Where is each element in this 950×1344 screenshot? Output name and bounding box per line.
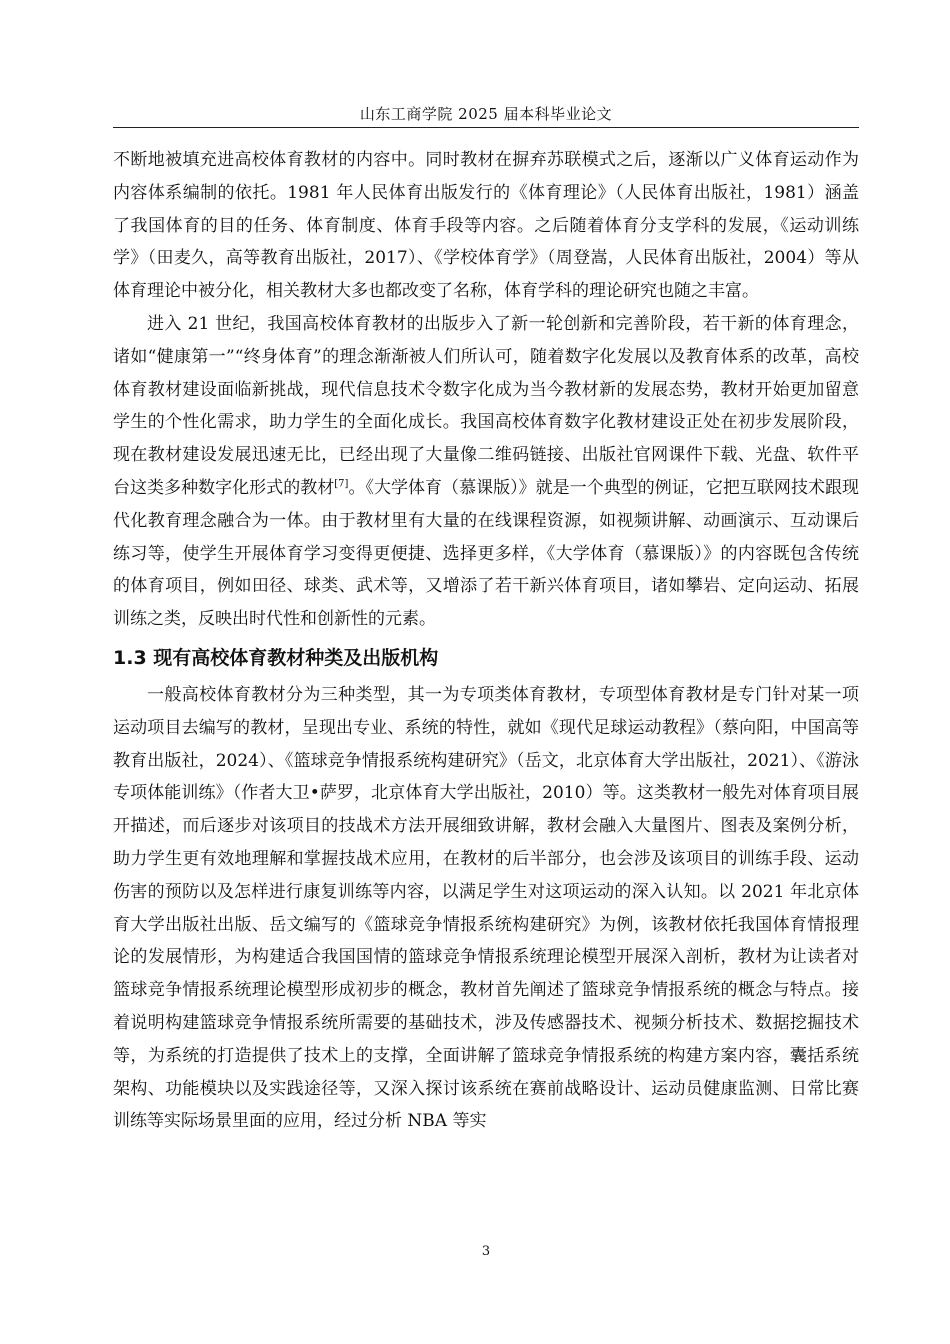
running-header: 山东工商学院 2025 届本科毕业论文	[359, 105, 613, 123]
paragraph-text: 进入 21 世纪，我国高校体育教材的出版步入了新一轮创新和完善阶段，若干新的体育理念，诸如“健康第一”“终身体育”的理念渐渐被人们所认可，随着数字化发展以及教育体系的改革，高校体育教材建设面临新挑战，现代信息技术令数字化成为当今教材新的发展态势，教材开始更加留意学生的个性化需求，助力学生的全面化成长。我国高校体育数字化教材建设正处在初步发展阶段，现在教材建设发展迅速无比，已经出现了大量像二维码链接、出版社官网课件下载、光盘、软件平台这类多种数字化形式的教材	[113, 313, 859, 498]
page-number: 3	[481, 1244, 491, 1259]
body-text	[113, 144, 859, 1138]
citation-ref: [7]	[334, 478, 349, 490]
paragraph-text: 。《大学体育（慕课版）》就是一个典型的例证，它把互联网技术跟现代化教育理念融合为一体。由于教材里有大量的在线课程资源，如视频讲解、动画演示、互动课后练习等，使学生开展体育学习变得更便捷、选择更多样，《大学体育（慕课版）》的内容既包含传统的体育项目，例如田径、球类、武术等，又增添了若干新兴体育项目，诸如攀岩、定向运动、拓展训练之类，反映出时代性和创新性的元素。	[113, 477, 860, 630]
section-heading: 1.3 现有高校体育教材种类及出版机构	[113, 646, 439, 669]
paragraph-21st-century	[113, 308, 859, 636]
paragraph-continued: 不断地被填充进高校体育教材的内容中。同时教材在摒弃苏联模式之后，逐渐以广义体育运动作为内容体系编制的依托。1981 年人民体育出版发行的《体育理论》（人民体育出版社，1981）涵盖了我国体育的目的任务、体育制度、体育手段等内容。之后随着体育分支学科的发展，《运动训练学》（田麦久，高等教育出版社，2017）、《学校体育学》（周登嵩，人民体育出版社，2004）等从体育理论中被分化，相关教材大多也都改变了名称，体育学科的理论研究也随之丰富。	[113, 150, 859, 302]
paragraph-textbook-types: 一般高校体育教材分为三种类型，其一为专项类体育教材，专项型体育教材是专门针对某一项运动项目去编写的教材，呈现出专业、系统的特性，就如《现代足球运动教程》（蔡向阳，中国高等教育出版社，2024）、《篮球竞争情报系统构建研究》（岳文，北京体育大学出版社，2021）、《游泳专项体能训练》（作者大卫•萨罗，北京体育大学出版社，2010）等。这类教材一般先对体育项目展开描述，而后逐步对该项目的技战术方法开展细致讲解，教材会融入大量图片、图表及案例分析，助力学生更有效地理解和掌握技战术应用，在教材的后半部分，也会涉及该项目的训练手段、运动伤害的预防以及怎样进行康复训练等内容，以满足学生对这项运动的深入认知。以 2021 年北京体育大学出版社出版、岳文编写的《篮球竞争情报系统构建研究》为例，该教材依托我国体育情报理论的发展情形，为构建适合我国国情的篮球竞争情报系统理论模型开展深入剖析，教材为让读者对篮球竞争情报系统理论模型形成初步的概念，教材首先阐述了篮球竞争情报系统的概念与特点。接着说明构建篮球竞争情报系统所需要的基础技术，涉及传感器技术、视频分析技术、数据挖掘技术等，为系统的打造提供了技术上的支撑，全面讲解了篮球竞争情报系统的构建方案内容，囊括系统架构、功能模块以及实践途径等，又深入探讨该系统在赛前战略设计、运动员健康监测、日常比赛训练等实际场景里面的应用，经过分析 NBA 等实	[113, 684, 859, 1132]
header-rule	[113, 127, 859, 128]
